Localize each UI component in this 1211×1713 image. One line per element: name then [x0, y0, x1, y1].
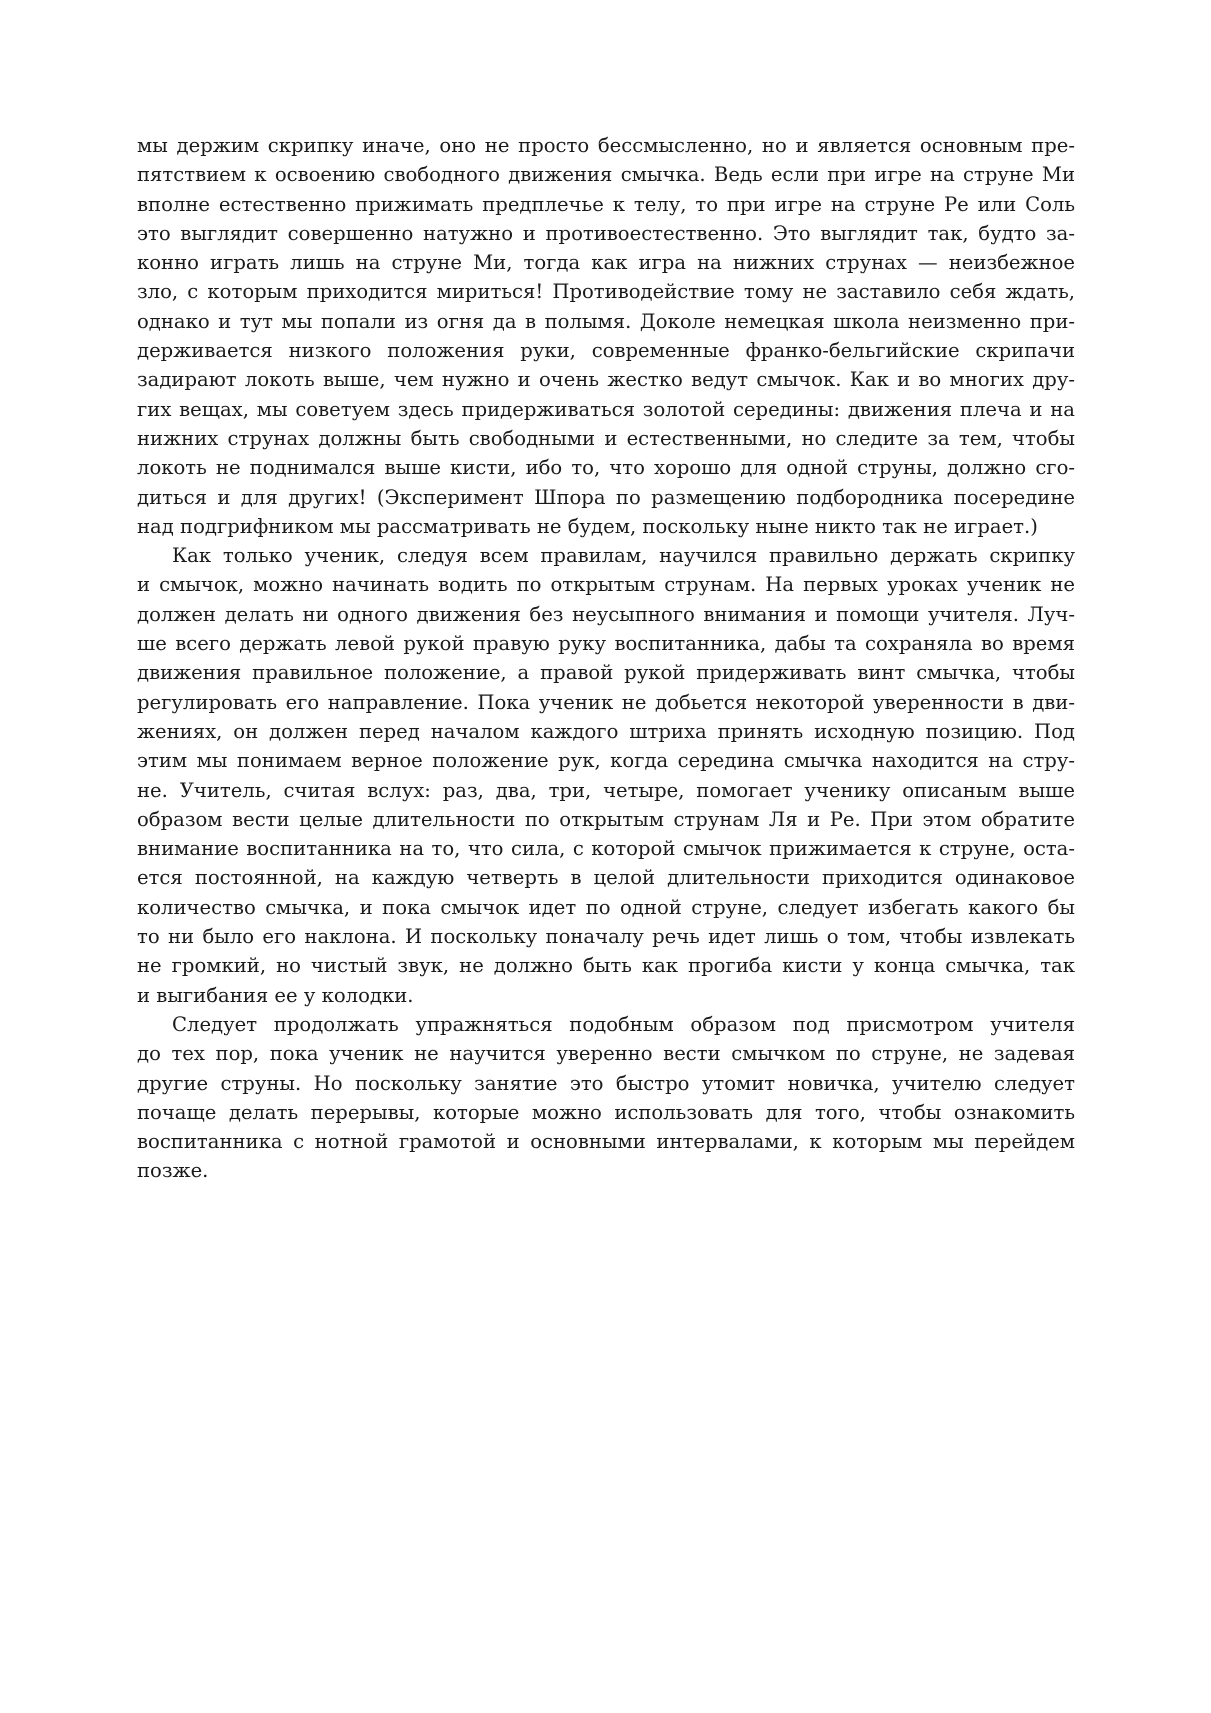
text-line: задирают локоть выше, чем нужно и очень жестко ведут смычок. Как и во многих дру- — [137, 368, 1075, 392]
text-line: другие струны. Но поскольку занятие это быстро утомит новичка, учителю следует — [137, 1071, 1075, 1095]
document-page — [137, 131, 1075, 1186]
text-line: однако и тут мы попали из огня да в полымя. Доколе немецкая школа неизменно при- — [137, 309, 1075, 333]
text-line: гих вещах, мы советуем здесь придерживаться золотой середины: движения плеча и на — [137, 397, 1075, 421]
text-line: ше всего держать левой рукой правую руку воспитанника, дабы та сохраняла во время — [137, 632, 1075, 656]
text-line: регулировать его направление. Пока ученик не добьется некоторой уверенности в дви- — [137, 690, 1075, 714]
text-line: не громкий, но чистый звук, не должно быть как прогиба кисти у конца смычка, так — [137, 954, 1075, 978]
text-line: Как только ученик, следуя всем правилам, научился правильно держать скрипку — [172, 544, 1075, 568]
text-line: жениях, он должен перед началом каждого штриха принять исходную позицию. Под — [137, 719, 1075, 743]
text-line: движения правильное положение, а правой рукой придерживать винт смычка, чтобы — [137, 661, 1075, 685]
text-line: мы держим скрипку иначе, оно не просто бессмысленно, но и является основным пре- — [137, 134, 1075, 157]
text-line: почаще делать перерывы, которые можно использовать для того, чтобы ознакомить — [137, 1100, 1075, 1124]
text-line: нижних струнах должны быть свободными и естественными, но следите за тем, чтобы — [137, 426, 1075, 450]
text-line: до тех пор, пока ученик не научится уверенно вести смычком по струне, не задевая — [137, 1042, 1075, 1066]
paragraph-1 — [137, 131, 1075, 541]
text-line: воспитанника с нотной грамотой и основными интервалами, к которым мы перейдем — [137, 1130, 1075, 1154]
text-line: позже. — [137, 1159, 209, 1183]
text-line: зло, с которым приходится мириться! Противодействие тому не заставило себя ждать, — [137, 280, 1075, 304]
text-line: диться и для других! (Эксперимент Шпора по размещению подбородника посередине — [137, 485, 1075, 509]
text-line: это выглядит совершенно натужно и противоестественно. Это выглядит так, будто за- — [137, 221, 1075, 245]
text-line: локоть не поднимался выше кисти, ибо то, что хорошо для одной струны, должно сго- — [137, 456, 1075, 480]
text-line: ется постоянной, на каждую четверть в целой длительности приходится одинаковое — [137, 866, 1075, 890]
text-line: над подгрифником мы рассматривать не будем, поскольку ныне никто так не играет.) — [137, 514, 1038, 538]
paragraph-3 — [137, 1010, 1075, 1186]
text-line: вполне естественно прижимать предплечье к телу, то при игре на струне Ре или Соль — [137, 192, 1075, 216]
text-line: образом вести целые длительности по открытым струнам Ля и Ре. При этом обратите — [137, 807, 1075, 831]
text-line: должен делать ни одного движения без неусыпного внимания и помощи учителя. Луч- — [137, 602, 1075, 626]
text-line: то ни было его наклона. И поскольку поначалу речь идет лишь о том, чтобы извлекать — [137, 925, 1075, 949]
text-line: этим мы понимаем верное положение рук, когда середина смычка находится на стру- — [137, 749, 1075, 773]
text-line: и выгибания ее у колодки. — [137, 983, 414, 1007]
text-line: внимание воспитанника на то, что сила, с которой смычок прижимается к струне, оста- — [137, 837, 1075, 861]
text-line: не. Учитель, считая вслух: раз, два, три, четыре, помогает ученику описаным выше — [137, 778, 1075, 802]
text-line: количество смычка, и пока смычок идет по одной струне, следует избегать какого бы — [137, 895, 1075, 919]
text-line: держивается низкого положения руки, современные франко-бельгийские скрипачи — [137, 339, 1075, 363]
text-line: Следует продолжать упражняться подобным образом под присмотром учителя — [172, 1012, 1075, 1036]
text-line: конно играть лишь на струне Ми, тогда как игра на нижних струнах — неизбежное — [137, 251, 1075, 275]
text-line: и смычок, можно начинать водить по открытым струнам. На первых уроках ученик не — [137, 573, 1075, 597]
paragraph-2 — [137, 541, 1075, 1010]
text-line: пятствием к освоению свободного движения смычка. Ведь если при игре на струне Ми — [137, 163, 1075, 187]
